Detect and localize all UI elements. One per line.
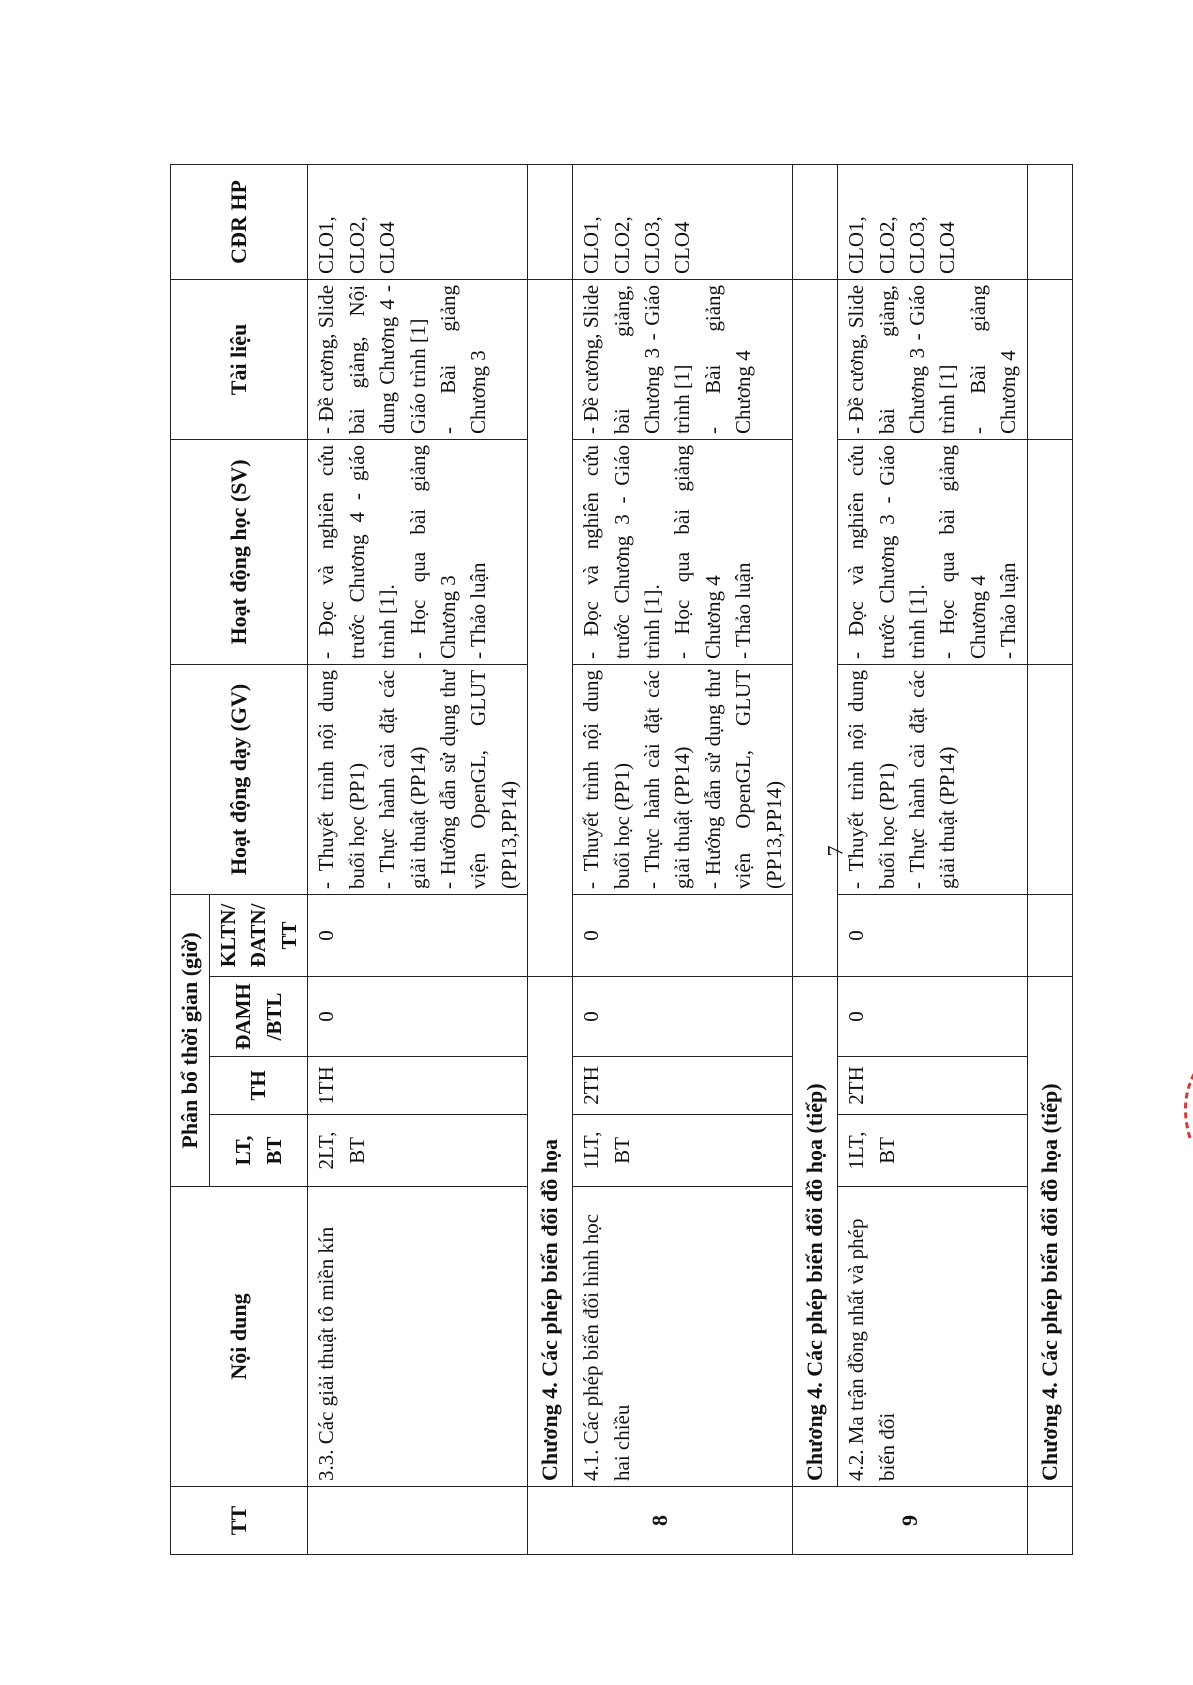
cell-tt: 9 bbox=[793, 1487, 1028, 1555]
cell-hd-day bbox=[838, 664, 1028, 894]
header-tt: TT bbox=[171, 1487, 308, 1555]
header-tai-lieu: Tài liệu bbox=[171, 279, 308, 439]
cell-damh: 0 bbox=[308, 977, 528, 1057]
chapter-row bbox=[1027, 164, 1072, 1554]
list-item: - Đề cương, Slide bài giảng, Chương 3 - Giáo trình [1] bbox=[579, 284, 695, 434]
list-item: - Học qua bài giảng Chương 4 bbox=[935, 444, 990, 659]
list-item: - Hướng dẫn sử dụng thư viện OpenGL, GLUT (PP13,PP14) bbox=[700, 669, 786, 889]
header-hd-day: Hoạt động dạy (GV) bbox=[171, 664, 308, 894]
header-hd-hoc: Hoạt động học (SV) bbox=[171, 439, 308, 664]
list-item: - Thảo luận bbox=[996, 562, 1021, 659]
cell-lt: 1LT, BT bbox=[573, 1115, 793, 1187]
list-item: - Đề cương, Slide bài giảng, Nội dung Chương 4 - Giáo trình [1] bbox=[314, 284, 430, 434]
rotated-page-content bbox=[170, 165, 1062, 1555]
cell-hd-day bbox=[308, 664, 528, 894]
header-kltn: KLTN/ ĐATN/ TT bbox=[209, 894, 307, 976]
list-item: - Thực hành cài đặt các giải thuật (PP14) bbox=[375, 669, 430, 889]
cell-th: 1TH bbox=[308, 1057, 528, 1115]
cell-tt bbox=[1027, 1487, 1072, 1555]
red-seal-stamp bbox=[1170, 1028, 1193, 1168]
cell-hd-day bbox=[573, 664, 793, 894]
cell-kltn: 0 bbox=[838, 894, 1028, 976]
list-item: - Đọc và nghiên cứu trước Chương 3 - Giáo trình [1]. bbox=[844, 444, 929, 659]
cell-damh: 0 bbox=[573, 977, 793, 1057]
cell-hd-hoc bbox=[838, 439, 1028, 664]
header-lt-bt: LT, BT bbox=[209, 1115, 307, 1187]
header-damh: ĐAMH /BTL bbox=[209, 977, 307, 1057]
list-item: - Thảo luận bbox=[466, 562, 491, 659]
header-th: TH bbox=[209, 1057, 307, 1115]
cell-cdr: CLO1, CLO2, CLO4 bbox=[308, 164, 528, 279]
cell-cdr: CLO1, CLO2, CLO3, CLO4 bbox=[838, 164, 1028, 279]
list-item: - Đề cương, Slide bài giảng, Chương 3 - Giáo trình [1] bbox=[844, 284, 960, 434]
header-row bbox=[171, 164, 210, 1554]
list-item: - Thực hành cài đặt các giải thuật (PP14) bbox=[904, 669, 960, 889]
cell-noi-dung: 4.2. Ma trận đồng nhất và phép biến đổi bbox=[838, 1187, 1028, 1487]
header-cdr: CĐR HP bbox=[171, 164, 308, 279]
table-row bbox=[838, 164, 1028, 1554]
cell-lt: 2LT, BT bbox=[308, 1115, 528, 1187]
cell-kltn: 0 bbox=[573, 894, 793, 976]
list-item: - Đọc và nghiên cứu trước Chương 3 - Giáo trình [1]. bbox=[579, 444, 665, 659]
list-item: - Bài giảng Chương 3 bbox=[435, 284, 491, 434]
header-noi-dung: Nội dung bbox=[171, 1187, 308, 1487]
chapter-title: Chương 4. Các phép biến đổi đồ họa bbox=[528, 977, 573, 1487]
chapter-row bbox=[793, 164, 838, 1554]
list-item: - Học qua bài giảng Chương 3 bbox=[405, 444, 460, 659]
cell-tt: 8 bbox=[528, 1487, 793, 1555]
list-item: - Thảo luận bbox=[731, 562, 756, 659]
table-row bbox=[573, 164, 793, 1554]
cell-tt bbox=[308, 1487, 528, 1555]
list-item: - Thuyết trình nội dung buổi học (PP1) bbox=[844, 669, 899, 889]
cell-tai-lieu bbox=[573, 279, 793, 439]
cell-noi-dung: 4.1. Các phép biến đổi hình học hai chiều bbox=[573, 1187, 793, 1487]
chapter-title: Chương 4. Các phép biến đổi đồ họa (tiếp) bbox=[1027, 977, 1072, 1487]
list-item: - Học qua bài giảng Chương 4 bbox=[670, 444, 725, 659]
chapter-title: Chương 4. Các phép biến đổi đồ họa (tiếp) bbox=[793, 977, 838, 1487]
list-item: - Bài giảng Chương 4 bbox=[965, 284, 1021, 434]
cell-th: 2TH bbox=[838, 1057, 1028, 1115]
list-item: - Đọc và nghiên cứu trước Chương 4 - giáo trình [1]. bbox=[314, 444, 400, 659]
list-item: - Bài giảng Chương 4 bbox=[700, 284, 756, 434]
cell-noi-dung: 3.3. Các giải thuật tô miền kín bbox=[308, 1187, 528, 1487]
cell-th: 2TH bbox=[573, 1057, 793, 1115]
cell-kltn: 0 bbox=[308, 894, 528, 976]
cell-tai-lieu bbox=[838, 279, 1028, 439]
chapter-row bbox=[528, 164, 573, 1554]
cell-tai-lieu bbox=[308, 279, 528, 439]
list-item: - Thuyết trình nội dung buổi học (PP1) bbox=[314, 669, 369, 889]
list-item: - Thực hành cài đặt các giải thuật (PP14) bbox=[640, 669, 695, 889]
cell-damh: 0 bbox=[838, 977, 1028, 1057]
cell-lt: 1LT, BT bbox=[838, 1115, 1028, 1187]
table-row bbox=[308, 164, 528, 1554]
cell-cdr: CLO1, CLO2, CLO3, CLO4 bbox=[573, 164, 793, 279]
cell-hd-hoc bbox=[308, 439, 528, 664]
syllabus-table bbox=[170, 164, 1073, 1555]
list-item: - Hướng dẫn sử dụng thư viện OpenGL, GLUT (PP13,PP14) bbox=[435, 669, 521, 889]
cell-hd-hoc bbox=[573, 439, 793, 664]
page-number: 7 bbox=[822, 845, 848, 857]
list-item: - Thuyết trình nội dung buổi học (PP1) bbox=[579, 669, 634, 889]
header-phan-bo: Phân bổ thời gian (giờ) bbox=[171, 894, 210, 1186]
